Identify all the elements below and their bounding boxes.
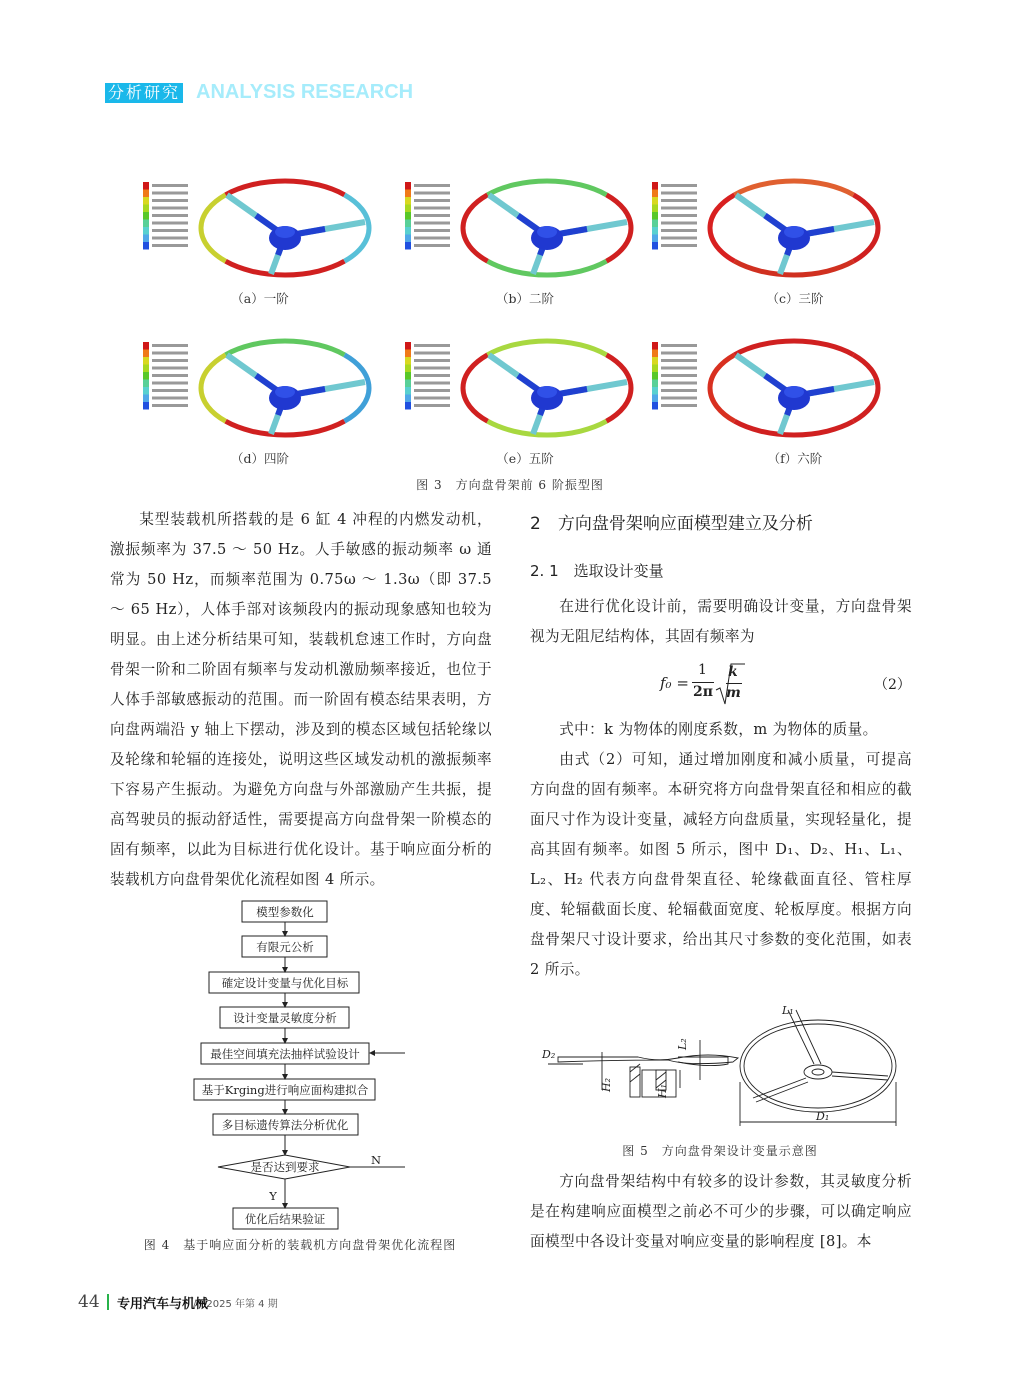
legend-swatch bbox=[652, 395, 658, 403]
legend-swatch bbox=[143, 357, 149, 365]
section-title-en: ANALYSIS RESEARCH bbox=[196, 81, 414, 103]
subfigure-caption: （c）三阶 bbox=[766, 291, 824, 306]
legend-swatch bbox=[143, 242, 149, 250]
legend-swatch bbox=[405, 395, 411, 403]
rim-segment bbox=[488, 261, 607, 275]
legend-swatch bbox=[652, 387, 658, 395]
figure-5-drawing bbox=[538, 1000, 910, 1132]
legend-swatch bbox=[405, 242, 411, 250]
rim-segment bbox=[710, 195, 735, 261]
legend-value-mark bbox=[661, 382, 697, 385]
right-text-3 bbox=[530, 1167, 912, 1257]
legend-value-mark bbox=[661, 244, 697, 247]
legend-swatch bbox=[143, 380, 149, 388]
legend-value-mark bbox=[414, 244, 450, 247]
legend-swatch bbox=[405, 402, 411, 410]
figure-5-caption: 图 5 方向盘骨架设计变量示意图 bbox=[622, 1144, 818, 1158]
rim-segment bbox=[735, 261, 854, 275]
legend-value-mark bbox=[661, 359, 697, 362]
legend-swatch bbox=[652, 372, 658, 380]
legend-value-mark bbox=[414, 382, 450, 385]
rim-segment bbox=[226, 261, 345, 275]
rim-segment bbox=[488, 421, 607, 435]
legend-swatch bbox=[652, 342, 658, 350]
mode-shape-plot bbox=[143, 338, 383, 448]
legend-value-mark bbox=[152, 229, 188, 232]
rim-segment bbox=[201, 195, 226, 261]
legend-value-mark bbox=[414, 222, 450, 225]
label-h2: H₂ bbox=[600, 1077, 613, 1092]
legend-value-mark bbox=[661, 207, 697, 210]
eq-rad-den: m bbox=[726, 685, 741, 701]
legend-value-mark bbox=[414, 359, 450, 362]
eq-rad-num: k bbox=[728, 664, 738, 680]
rim-segment bbox=[488, 181, 607, 195]
legend-swatch bbox=[405, 227, 411, 235]
legend-value-mark bbox=[152, 359, 188, 362]
legend-value-mark bbox=[661, 344, 697, 347]
legend-swatch bbox=[405, 220, 411, 228]
legend-swatch bbox=[405, 350, 411, 358]
flow-step-label: 有限元公析 bbox=[256, 940, 314, 954]
legend-swatch bbox=[652, 190, 658, 198]
legend-swatch bbox=[143, 387, 149, 395]
legend-swatch bbox=[405, 342, 411, 350]
issue-info: / 2025 年第 4 期 bbox=[193, 1299, 278, 1310]
legend-swatch bbox=[652, 242, 658, 250]
legend-swatch bbox=[143, 350, 149, 358]
mode-shape-plot bbox=[405, 338, 645, 448]
rim-segment bbox=[226, 421, 345, 435]
legend-value-mark bbox=[414, 184, 450, 187]
legend-value-mark bbox=[414, 229, 450, 232]
flow-step-label: 多目标遗传算法分析优化 bbox=[221, 1118, 349, 1132]
legend-value-mark bbox=[414, 352, 450, 355]
legend-value-mark bbox=[661, 367, 697, 370]
legend-value-mark bbox=[152, 367, 188, 370]
legend-value-mark bbox=[152, 184, 188, 187]
legend-swatch bbox=[652, 402, 658, 410]
subfigure-caption: （d）四阶 bbox=[230, 451, 289, 466]
legend-value-mark bbox=[152, 237, 188, 240]
yes-label: Y bbox=[269, 1189, 277, 1203]
rim-segment bbox=[735, 341, 854, 355]
rim-segment bbox=[463, 355, 488, 421]
legend-value-mark bbox=[661, 237, 697, 240]
legend-swatch bbox=[143, 190, 149, 198]
legend-swatch bbox=[652, 212, 658, 220]
eq-lhs: f₀ = bbox=[660, 674, 689, 692]
rim-segment bbox=[735, 181, 854, 195]
legend-swatch bbox=[652, 197, 658, 205]
legend-value-mark bbox=[661, 214, 697, 217]
legend-swatch bbox=[405, 365, 411, 373]
legend-swatch bbox=[652, 365, 658, 373]
legend-swatch bbox=[405, 235, 411, 243]
legend-swatch bbox=[143, 402, 149, 410]
legend-swatch bbox=[405, 205, 411, 213]
legend-value-mark bbox=[414, 344, 450, 347]
flow-step-label: 確定设计变量与优化目标 bbox=[221, 976, 349, 990]
legend-value-mark bbox=[152, 207, 188, 210]
mode-shape-plot bbox=[405, 178, 645, 288]
legend-value-mark bbox=[414, 397, 450, 400]
legend-swatch bbox=[652, 205, 658, 213]
legend-value-mark bbox=[414, 404, 450, 407]
mode-shape-plot bbox=[652, 178, 892, 288]
final-step-label: 优化后结果验证 bbox=[244, 1212, 326, 1226]
rim-segment bbox=[226, 341, 345, 355]
legend-value-mark bbox=[661, 192, 697, 195]
rim-segment bbox=[226, 181, 345, 195]
no-label: N bbox=[370, 1153, 382, 1167]
legend-swatch bbox=[143, 227, 149, 235]
page-number: 44 bbox=[78, 1292, 100, 1312]
rim-segment bbox=[710, 355, 735, 421]
legend-value-mark bbox=[152, 222, 188, 225]
decision-label: 是否达到要求 bbox=[250, 1160, 320, 1174]
label-d1: D₁ bbox=[816, 1110, 830, 1123]
legend-swatch bbox=[143, 212, 149, 220]
subfigure-caption: （f）六阶 bbox=[767, 451, 823, 466]
legend-swatch bbox=[143, 205, 149, 213]
left-column bbox=[110, 505, 492, 895]
legend-swatch bbox=[405, 197, 411, 205]
legend-value-mark bbox=[414, 374, 450, 377]
figure-3-caption: 图 3 方向盘骨架前 6 阶振型图 bbox=[416, 478, 604, 492]
rim-segment bbox=[201, 355, 226, 421]
legend-value-mark bbox=[152, 199, 188, 202]
legend-value-mark bbox=[661, 397, 697, 400]
legend-value-mark bbox=[414, 367, 450, 370]
legend-value-mark bbox=[152, 404, 188, 407]
legend-swatch bbox=[652, 357, 658, 365]
section-heading: 2 方向盘骨架响应面模型建立及分析 bbox=[530, 514, 813, 534]
legend-swatch bbox=[652, 182, 658, 190]
legend-swatch bbox=[405, 380, 411, 388]
figure-4-caption: 图 4 基于响应面分析的装载机方向盘骨架优化流程图 bbox=[143, 1238, 457, 1252]
equation-2 bbox=[660, 662, 912, 706]
flow-step-label: 最佳空间填充法抽样试验设计 bbox=[210, 1047, 360, 1061]
legend-swatch bbox=[405, 182, 411, 190]
paragraph: 方向盘骨架结构中有较多的设计参数，其灵敏度分析是在构建响应面模型之前必不可少的步骤，可以确定响应面模型中各设计变量对响应变量的影响程度 [8]。本 bbox=[530, 1173, 912, 1250]
legend-value-mark bbox=[661, 184, 697, 187]
figure-4-flowchart bbox=[150, 895, 470, 1240]
legend-value-mark bbox=[152, 214, 188, 217]
legend-swatch bbox=[652, 380, 658, 388]
legend-swatch bbox=[652, 220, 658, 228]
legend-value-mark bbox=[414, 199, 450, 202]
legend-value-mark bbox=[152, 344, 188, 347]
subfigure-caption: （b）二阶 bbox=[495, 291, 554, 306]
legend-swatch bbox=[143, 220, 149, 228]
paragraph: 式中：k 为物体的刚度系数，m 为物体的质量。 bbox=[559, 721, 878, 738]
rim-segment bbox=[735, 421, 854, 435]
legend-value-mark bbox=[414, 207, 450, 210]
legend-value-mark bbox=[661, 374, 697, 377]
subfigure-caption: （e）五阶 bbox=[496, 451, 554, 466]
legend-swatch bbox=[405, 212, 411, 220]
legend-swatch bbox=[143, 235, 149, 243]
mode-shape-plot bbox=[143, 178, 383, 288]
legend-swatch bbox=[143, 365, 149, 373]
legend-value-mark bbox=[152, 389, 188, 392]
paragraph: 在进行优化设计前，需要明确设计变量，方向盘骨架视为无阻尼结构体，其固有频率为 bbox=[530, 598, 912, 645]
legend-swatch bbox=[652, 227, 658, 235]
legend-swatch bbox=[652, 235, 658, 243]
right-text-2 bbox=[530, 715, 912, 985]
mode-shape-plot bbox=[652, 338, 892, 448]
legend-value-mark bbox=[152, 352, 188, 355]
footer-divider bbox=[107, 1294, 109, 1310]
label-d2: D₂ bbox=[542, 1048, 556, 1061]
flow-step-label: 模型参数化 bbox=[256, 905, 314, 919]
legend-swatch bbox=[405, 372, 411, 380]
paragraph: 某型装载机所搭载的是 6 缸 4 冲程的内燃发动机，激振频率为 37.5 ～ 50 Hz。人手敏感的振动频率 ω 通常为 50 Hz，而频率范围为 0.75ω ～ 1.3ω（即 37.5 ～ 65 Hz），人体手部对该频段内的振动现象感知也较为明显。由上述分析结果可知，装载机怠速工作时，方向盘骨架一阶和二阶固有频率与发动机激励频率接近，也位于人体手部敏感振动的范围。而一阶固有模态结果表明，方向盘两端沿 y 轴上下摆动，涉及到的模态区域包括轮缘以及轮缘和轮辐的连接处，说明这些区域发动机的激振频率下容易产生振动。为避免方向盘与外部激励产生共振，提高驾驶员的振动舒适性，需要提高方向盘骨架一阶模态的固有频率，以此为目标进行优化设计。基于响应面分析的装载机方向盘骨架优化流程如图 4 所示。 bbox=[110, 511, 492, 888]
legend-value-mark bbox=[152, 382, 188, 385]
legend-value-mark bbox=[152, 397, 188, 400]
legend-value-mark bbox=[152, 244, 188, 247]
legend-value-mark bbox=[661, 229, 697, 232]
rim-segment bbox=[488, 341, 607, 355]
eq-number: （2） bbox=[874, 677, 911, 693]
legend-value-mark bbox=[661, 389, 697, 392]
rim-segment bbox=[463, 195, 488, 261]
flow-step-label: 基于Krging进行响应面构建拟合 bbox=[201, 1083, 369, 1097]
legend-swatch bbox=[652, 350, 658, 358]
legend-swatch bbox=[143, 197, 149, 205]
legend-value-mark bbox=[661, 352, 697, 355]
legend-swatch bbox=[405, 357, 411, 365]
legend-value-mark bbox=[414, 192, 450, 195]
subsection-heading: 2. 1 选取设计变量 bbox=[530, 562, 664, 580]
legend-value-mark bbox=[414, 237, 450, 240]
label-l2: L₂ bbox=[676, 1038, 689, 1050]
legend-swatch bbox=[405, 387, 411, 395]
legend-value-mark bbox=[661, 222, 697, 225]
eq-num: 1 bbox=[698, 662, 707, 678]
legend-swatch bbox=[143, 395, 149, 403]
section-tag: 分析研究 bbox=[105, 83, 183, 103]
legend-swatch bbox=[405, 190, 411, 198]
label-l1: L₁ bbox=[782, 1004, 794, 1017]
legend-value-mark bbox=[152, 374, 188, 377]
legend-value-mark bbox=[661, 404, 697, 407]
legend-value-mark bbox=[152, 192, 188, 195]
flow-step-label: 设计变量灵敏度分析 bbox=[233, 1011, 337, 1025]
legend-swatch bbox=[143, 342, 149, 350]
legend-swatch bbox=[143, 182, 149, 190]
journal-logo: 专用汽车与机械 bbox=[117, 1297, 209, 1312]
label-h1: H₁ bbox=[656, 1083, 669, 1098]
eq-den: 2π bbox=[693, 684, 713, 700]
paragraph: 由式（2）可知，通过增加刚度和减小质量，可提高方向盘的固有频率。本研究将方向盘骨架直径和相应的截面尺寸作为设计变量，减轻方向盘质量，实现轻量化，提高其固有频率。如图 5 所示，图中 D₁、D₂、H₁、L₁、L₂、H₂ 代表方向盘骨架直径、轮缘截面直径、管柱厚度、轮辐截面长度、轮辐截面宽度、轮板厚度。根据方向盘骨架尺寸设计要求，给出其尺寸参数的变化范围，如表 2 所示。 bbox=[530, 751, 912, 978]
legend-value-mark bbox=[414, 389, 450, 392]
right-text-1 bbox=[530, 592, 912, 652]
subfigure-caption: （a）一阶 bbox=[231, 291, 289, 306]
legend-value-mark bbox=[661, 199, 697, 202]
legend-swatch bbox=[143, 372, 149, 380]
legend-value-mark bbox=[414, 214, 450, 217]
